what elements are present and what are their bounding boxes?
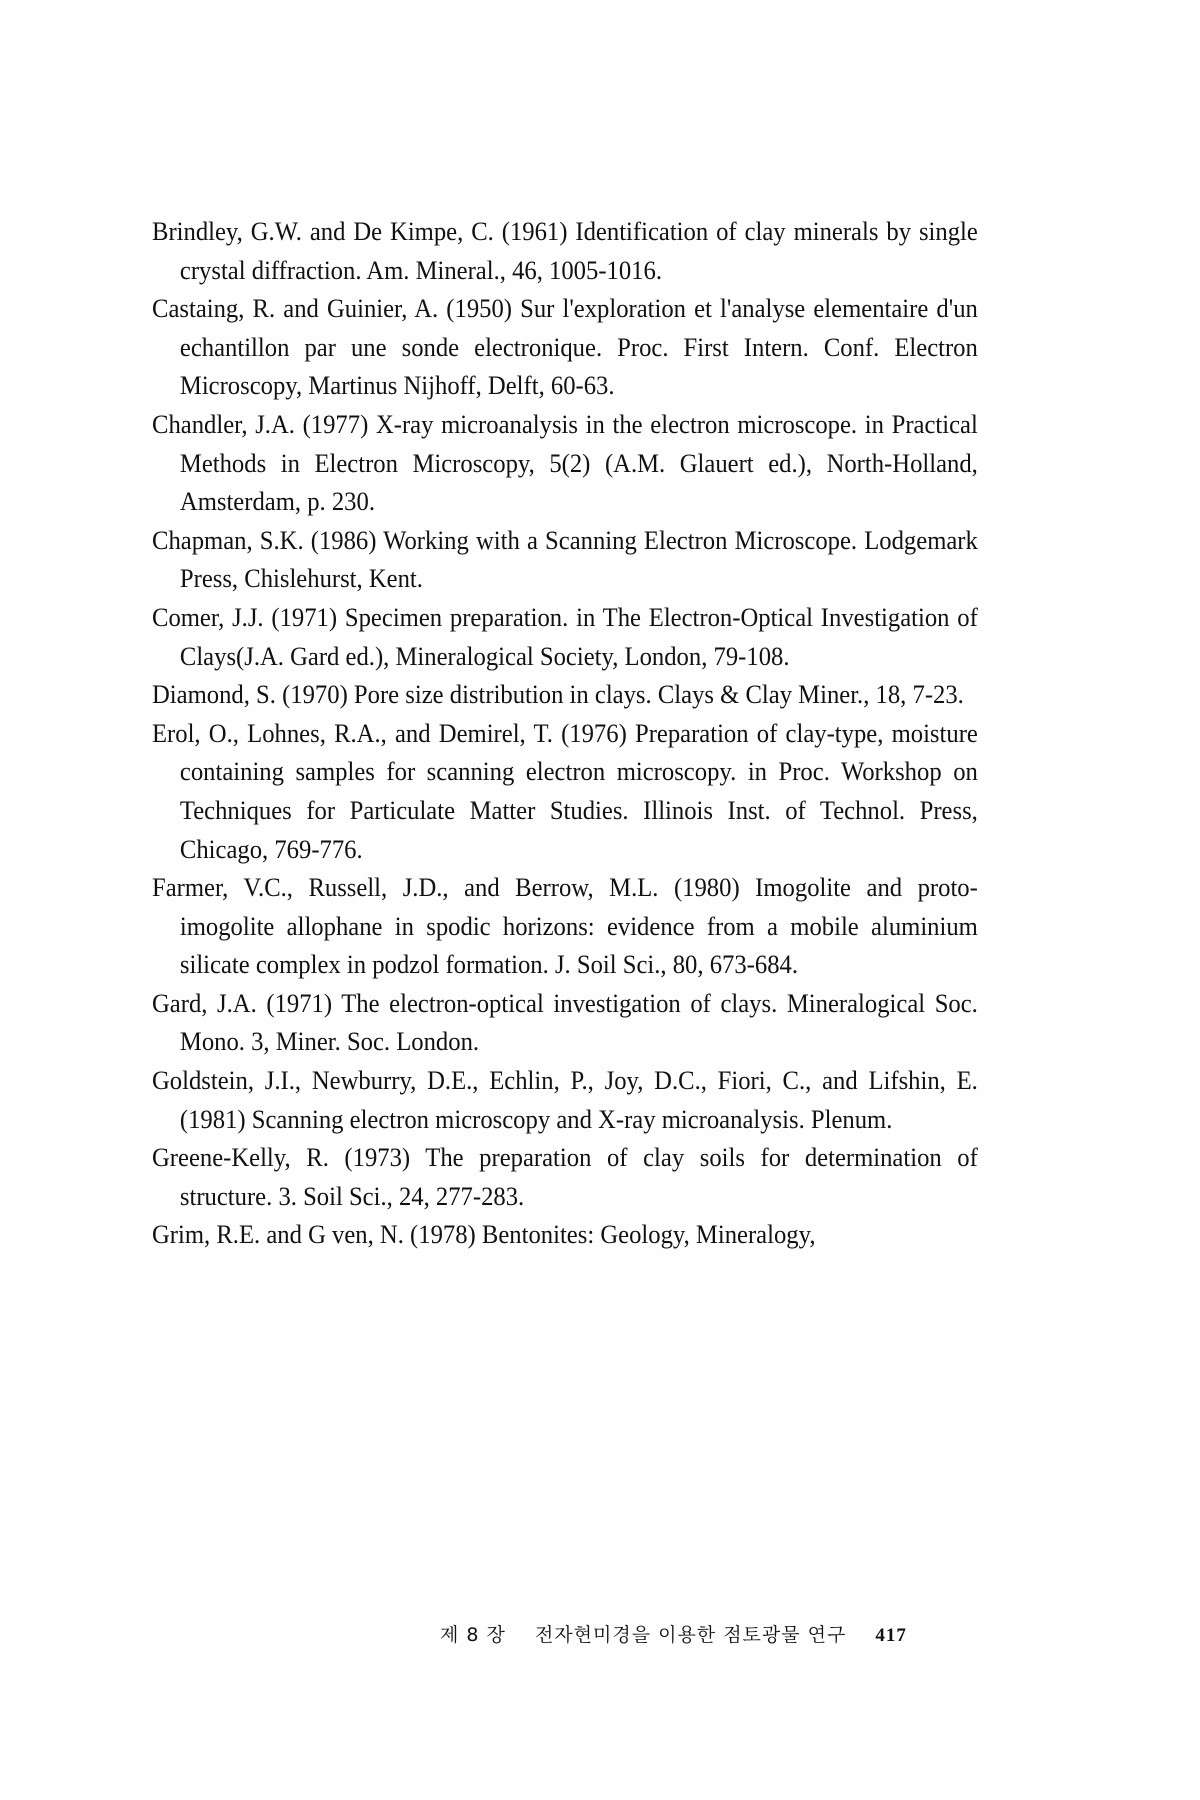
- reference-entry: Farmer, V.C., Russell, J.D., and Berrow, M.L. (1980) Imogolite and proto-imogolite allophane in spodic horizons: evidence from a mobile aluminium silicate complex in podzol formation. J. Soil Sci., 80, 673-684.: [152, 872, 978, 980]
- reference-entry: Chapman, S.K. (1986) Working with a Scanning Electron Microscope. Lodgemark Press, Chislehurst, Kent.: [152, 524, 978, 594]
- reference-entry: Comer, J.J. (1971) Specimen preparation. in The Electron-Optical Investigation of Clays(J.A. Gard ed.), Mineralogical Society, London, 79-108.: [152, 601, 978, 671]
- reference-entry: Grim, R.E. and G ven, N. (1978) Bentonites: Geology, Mineralogy,: [152, 1219, 816, 1250]
- reference-entry: Brindley, G.W. and De Kimpe, C. (1961) Identification of clay minerals by single crystal diffraction. Am. Mineral., 46, 1005-1016.: [152, 216, 978, 285]
- page-number: 417: [875, 1625, 907, 1646]
- chapter-label: 제 8 장: [440, 1624, 506, 1646]
- reference-entry: Chandler, J.A. (1977) X-ray microanalysis in the electron microscope. in Practical Methods in Electron Microscopy, 5(2) (A.M. Glauert ed.), North-Holland, Amsterdam, p. 230.: [152, 408, 978, 517]
- reference-entry: Gard, J.A. (1971) The electron-optical investigation of clays. Mineralogical Soc. Mono. 3, Miner. Soc. London.: [152, 987, 978, 1057]
- reference-entry: Diamond, S. (1970) Pore size distribution in clays. Clays & Clay Miner., 18, 7-23.: [152, 679, 964, 710]
- reference-entry: Erol, O., Lohnes, R.A., and Demirel, T. (1976) Preparation of clay-type, moisture containing samples for scanning electron microscopy. in Proc. Workshop on Techniques for Particulate Matter Studies. Illinois Inst. of Technol. Press, Chicago, 769-776.: [152, 717, 978, 864]
- reference-entry: Greene-Kelly, R. (1973) The preparation of clay soils for determination of structure. 3. Soil Sci., 24, 277-283.: [152, 1142, 978, 1211]
- reference-entry: Goldstein, J.I., Newburry, D.E., Echlin, P., Joy, D.C., Fiori, C., and Lifshin, E. (1981) Scanning electron microscopy and X-ray microanalysis. Plenum.: [152, 1065, 978, 1134]
- page-footer: [440, 1620, 1040, 1647]
- reference-entry: Castaing, R. and Guinier, A. (1950) Sur l'exploration et l'analyse elementaire d'un echantillon par une sonde electronique. Proc. First Intern. Conf. Electron Microscopy, Martinus Nijhoff, Delft, 60-63.: [152, 293, 978, 401]
- running-title: 전자현미경을 이용한 점토광물 연구: [534, 1624, 847, 1646]
- reference-list: [152, 212, 978, 1254]
